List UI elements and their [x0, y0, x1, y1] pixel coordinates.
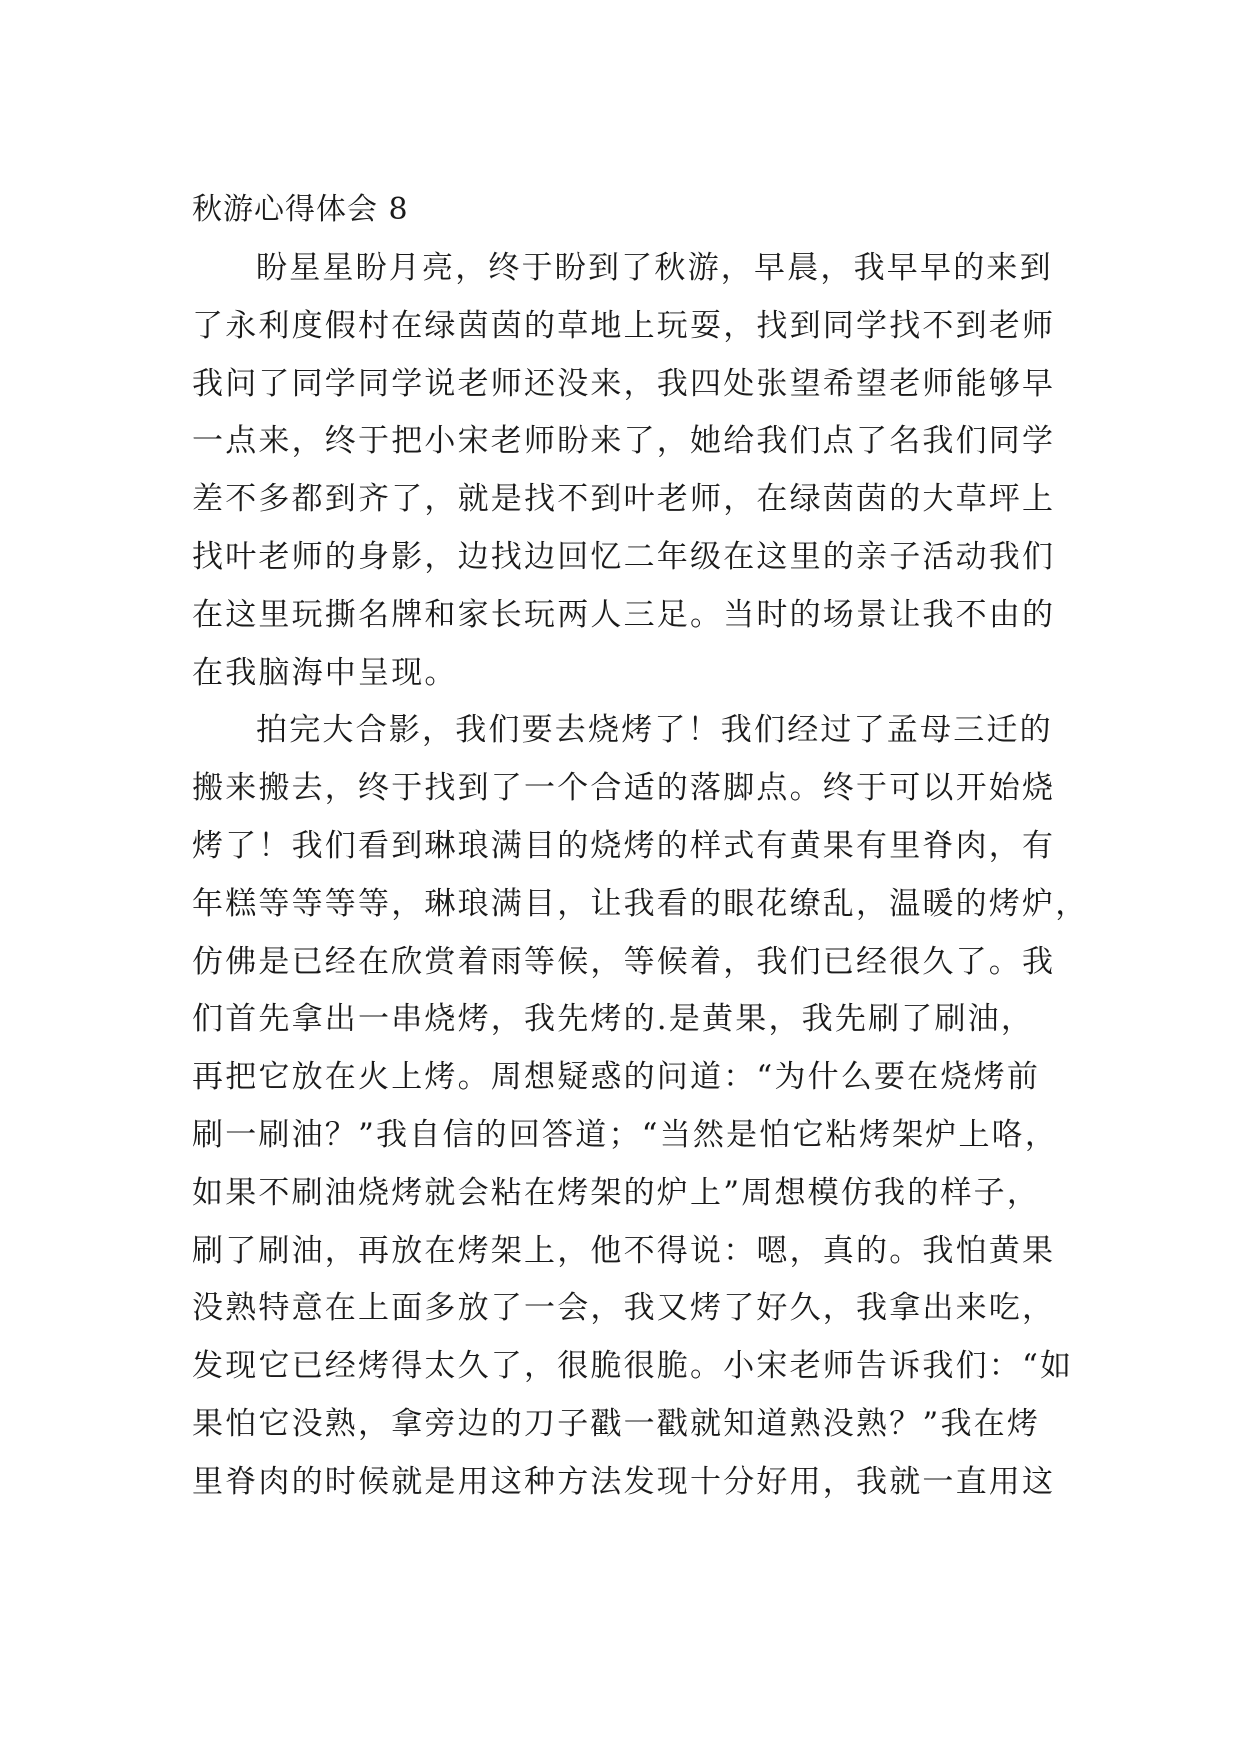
document-page — [192, 190, 1089, 1512]
text-line: 发现它已经烤得太久了，很脆很脆。小宋老师告诉我们：“如 — [192, 1348, 1074, 1385]
document-title: 秋游心得体会 8 — [192, 192, 409, 227]
text-line: 果怕它没熟，拿旁边的刀子戳一戳就知道熟没熟？”我在烤 — [192, 1405, 1041, 1442]
text-line: 烤了！我们看到琳琅满目的烧烤的样式有黄果有里脊肉，有 — [192, 827, 1056, 864]
text-line: 在我脑海中呈现。 — [192, 654, 458, 691]
text-line: 拍完大合影，我们要去烧烤了！我们经过了孟母三迁的 — [256, 712, 1053, 749]
text-line: 刷一刷油？”我自信的回答道；“当然是怕它粘烤架炉上咯， — [192, 1116, 1059, 1153]
text-line: 我问了同学同学说老师还没来，我四处张望希望老师能够早 — [192, 365, 1056, 402]
text-line: 一点来，终于把小宋老师盼来了，她给我们点了名我们同学 — [192, 423, 1056, 460]
text-line: 刷了刷油，再放在烤架上，他不得说：嗯，真的。我怕黄果 — [192, 1232, 1056, 1269]
text-line: 没熟特意在上面多放了一会，我又烤了好久，我拿出来吃， — [192, 1290, 1056, 1327]
text-line: 里脊肉的时候就是用这种方法发现十分好用，我就一直用这 — [192, 1463, 1056, 1500]
text-line: 差不多都到齐了，就是找不到叶老师，在绿茵茵的大草坪上 — [192, 481, 1056, 518]
text-line: 盼星星盼月亮，终于盼到了秋游，早晨，我早早的来到 — [256, 250, 1053, 286]
text-line: 们首先拿出一串烧烤，我先烤的.是黄果，我先刷了刷油， — [192, 1001, 1035, 1038]
text-line: 年糕等等等等，琳琅满目，让我看的眼花缭乱，温暖的烤炉， — [192, 885, 1089, 922]
text-line: 在这里玩撕名牌和家长玩两人三足。当时的场景让我不由的 — [192, 596, 1056, 633]
text-line: 了永利度假村在绿茵茵的草地上玩耍，找到同学找不到老师 — [192, 307, 1056, 344]
paragraph-1 — [192, 240, 1056, 702]
text-line: 如果不刷油烧烤就会粘在烤架的炉上”周想模仿我的样子， — [192, 1174, 1041, 1211]
paragraph-2 — [192, 702, 1089, 1511]
text-line: 再把它放在火上烤。周想疑惑的问道：“为什么要在烧烤前 — [192, 1059, 1041, 1096]
text-line: 搬来搬去，终于找到了一个合适的落脚点。终于可以开始烧 — [192, 770, 1056, 807]
text-line: 找叶老师的身影，边找边回忆二年级在这里的亲子活动我们 — [192, 538, 1056, 575]
text-line: 仿佛是已经在欣赏着雨等候，等候着，我们已经很久了。我 — [192, 943, 1056, 980]
